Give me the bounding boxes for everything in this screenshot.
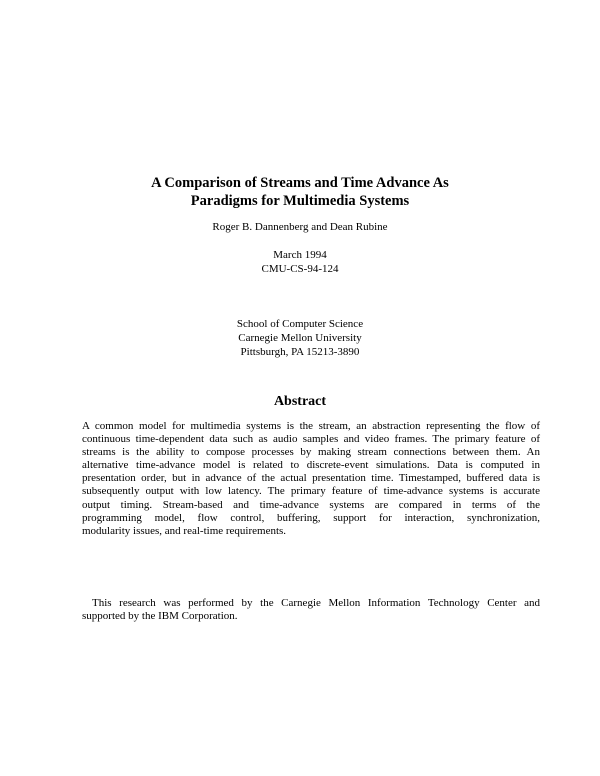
- affiliation-address: Pittsburgh, PA 15213-3890: [240, 346, 360, 358]
- paper-title: [0, 174, 600, 210]
- paper-title-line-1: A Comparison of Streams and Time Advance As: [151, 175, 449, 191]
- authors: Roger B. Dannenberg and Dean Rubine: [212, 221, 388, 233]
- footnote-line: This research was performed by the Carnegie Mellon Information Technology Center and: [92, 597, 540, 609]
- report-number: CMU-CS-94-124: [261, 263, 339, 275]
- affiliation-university: Carnegie Mellon University: [238, 332, 362, 344]
- funding-footnote: [82, 597, 540, 623]
- abstract-heading: Abstract: [273, 394, 327, 409]
- abstract-line: alternative time-advance model is related to discrete-event simulations. Data is computed in: [82, 459, 540, 472]
- abstract-line: continuous time-dependent data such as audio samples and video frames. The primary feature of: [82, 433, 540, 446]
- paper-title-line-2: Paradigms for Multimedia Systems: [190, 193, 410, 209]
- abstract-line: subsequently output with low latency. The primary feature of time-advance systems is accurate: [82, 485, 540, 498]
- abstract-body: [82, 420, 540, 538]
- abstract-line: output timing. Stream-based and time-advance systems are compared in terms of the: [82, 498, 540, 511]
- abstract-line: presentation order, but in advance of the actual presentation time. Timestamped, buffered data is: [82, 472, 540, 485]
- abstract-line: A common model for multimedia systems is the stream, an abstraction representing the flow of: [82, 420, 540, 432]
- abstract-line: programming model, flow control, buffering, support for interaction, synchronization,: [82, 511, 540, 524]
- footnote-line: supported by the IBM Corporation.: [82, 610, 238, 623]
- abstract-line: modularity issues, and real-time requirements.: [82, 524, 287, 537]
- date: March 1994: [273, 249, 327, 261]
- abstract-line: streams is the ability to compose processes by making stream connections between them. An: [82, 446, 540, 459]
- affiliation-school: School of Computer Science: [236, 318, 364, 330]
